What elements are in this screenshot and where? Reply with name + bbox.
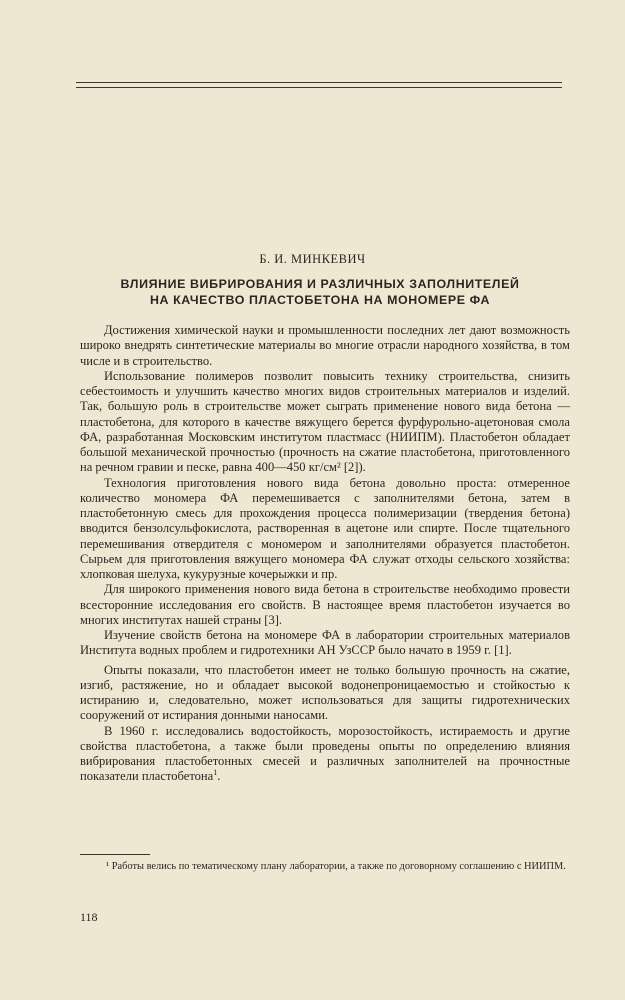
header-rule-bottom: [76, 87, 562, 88]
header-rule-top: [76, 82, 562, 83]
paragraph-1: Достижения химической науки и промышленности последних лет дают возможность широко внедрять синтетические материалы во многие отрасли народного хозяйства, в том числе и в строительство.: [80, 323, 570, 368]
footnote-marker: 1: [213, 768, 218, 778]
paragraph-7: В 1960 г. исследовались водостойкость, морозостойкость, истираемость и другие свойства пластобетона, а также были проведены опыты по определению влияния вибрирования пластобетонных смесей и различных заполнителей на прочностные показатели пластобетона$^1$.: [80, 723, 570, 784]
author-name: Б. И. МИНКЕВИЧ: [259, 252, 366, 266]
footnote-divider: [80, 854, 150, 855]
title-line-1: ВЛИЯНИЕ ВИБРИРОВАНИЯ И РАЗЛИЧНЫХ ЗАПОЛНИТЕЛЕЙ: [120, 277, 520, 291]
paragraph-7-text: В 1960 г. исследовались водостойкость, морозостойкость, истираемость и другие свойства пластобетона, а также были проведены опыты по определению влияния вибрирования пластобетонных смесей и различных заполнителей на прочностные показатели пластобетона: [80, 723, 570, 784]
article-body: [80, 323, 570, 785]
paragraph-6: Опыты показали, что пластобетон имеет не только большую прочность на сжатие, изгиб, растяжение, но и обладает высокой водонепроницаемостью и стойкостью к истиранию и, следовательно, может использоваться для защиты гидротехнических сооружений от истирания донными наносами.: [80, 662, 570, 723]
paragraph-3: Технология приготовления нового вида бетона довольно проста: отмеренное количество мономера ФА перемешивается с заполнителями бетона, затем в пластобетонную смесь для прохождения процесса полимеризации (твердения бетона) вводится бензолсульфокислота, растворенная в ацетоне или спирте. После тщательного перемешивания отвердителя с мономером и заполнителями образуется пластобетон. Сырьем для приготовления вяжущего мономера ФА служат отходы сельского хозяйства: хлопковая шелуха, кукурузные кочерыжки и пр.: [80, 475, 570, 581]
article-title: [60, 276, 580, 308]
page-number: 118: [80, 910, 98, 924]
title-line-2: НА КАЧЕСТВО ПЛАСТОБЕТОНА НА МОНОМЕРЕ ФА: [149, 293, 491, 307]
paragraph-5: Изучение свойств бетона на мономере ФА в лаборатории строительных материалов Института водных проблем и гидротехники АН УзССР было начато в 1959 г. [1].: [80, 628, 570, 658]
footnote-text: ¹ Работы велись по тематическому плану лаборатории, а также по договорному соглашению с НИИПМ.: [106, 861, 566, 872]
paragraph-2: Использование полимеров позволит повысить технику строительства, снизить себестоимость и улучшить качество многих видов строительных материалов и изделий. Так, большую роль в строительстве может сыграть применение нового вида бетона — пластобетона, для которого в качестве вяжущего берется фурфурольно-ацетоновая смола ФА, разработанная Московским институтом пластмасс (НИИПМ). Пластобетон обладает большой механической прочностью (прочность на сжатие пластобетона, приготовленного на речном гравии и песке, равна 400—450 кг/см² [2]).: [80, 368, 570, 475]
paragraph-4: Для широкого применения нового вида бетона в строительстве необходимо провести всесторонние исследования его свойств. В настоящее время пластобетон изучается во многих институтах нашей страны [3].: [80, 582, 570, 627]
footnote: [80, 860, 570, 874]
